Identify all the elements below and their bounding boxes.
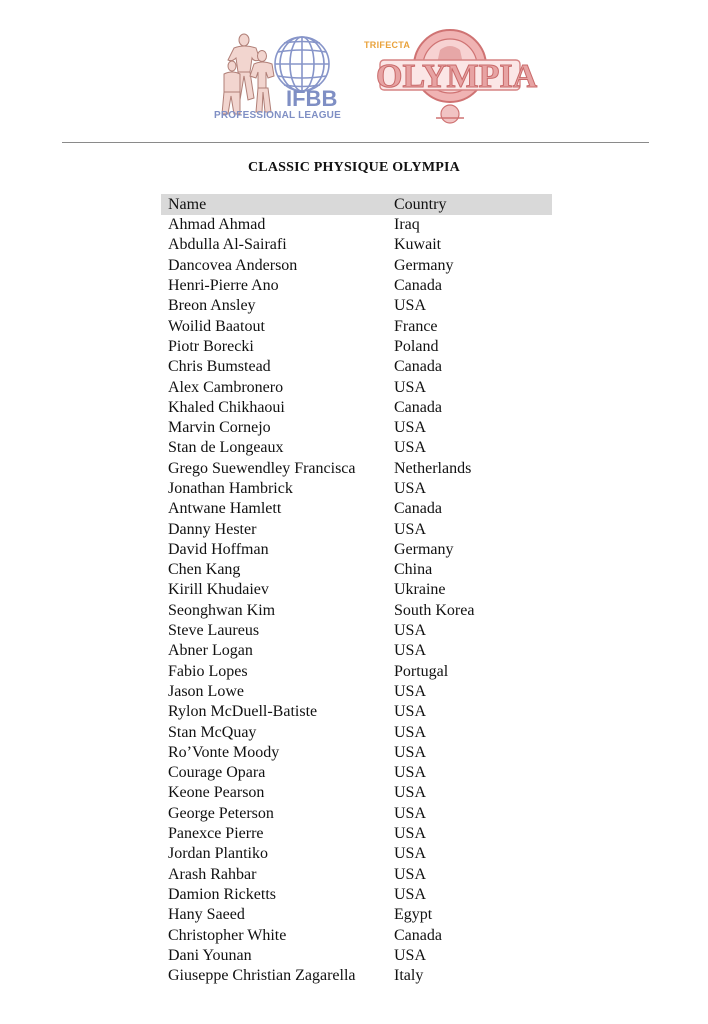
table-row xyxy=(161,763,552,783)
competitor-name: Chen Kang xyxy=(168,561,241,579)
competitor-country: USA xyxy=(394,784,427,802)
competitor-country: USA xyxy=(394,439,427,457)
table-row xyxy=(161,276,552,296)
header-divider xyxy=(62,142,649,143)
table-row xyxy=(161,824,552,844)
competitor-name: Christopher White xyxy=(168,926,287,944)
competitor-name: Abner Logan xyxy=(168,642,253,660)
table-row xyxy=(161,966,552,986)
table-row xyxy=(161,682,552,702)
trifecta-text: TRIFECTA xyxy=(364,40,411,50)
globe-icon xyxy=(275,37,329,91)
competitor-name: Giuseppe Christian Zagarella xyxy=(168,967,356,985)
competitor-country: Germany xyxy=(394,540,454,558)
competitor-name: Chris Bumstead xyxy=(168,358,271,376)
table-row xyxy=(161,479,552,499)
table-row xyxy=(161,519,552,539)
table-row xyxy=(161,580,552,600)
competitor-table xyxy=(161,194,552,986)
competitor-country: Ukraine xyxy=(394,581,446,599)
competitor-country: Kuwait xyxy=(394,236,442,254)
table-row xyxy=(161,398,552,418)
competitor-name: Antwane Hamlett xyxy=(168,500,282,518)
competitor-name: Khaled Chikhaoui xyxy=(168,398,285,416)
competitor-name: Breon Ansley xyxy=(168,297,256,315)
competitor-country: France xyxy=(394,317,438,335)
competitor-country: USA xyxy=(394,520,427,538)
table-header-row xyxy=(161,194,552,215)
competitor-country: USA xyxy=(394,378,427,396)
table-row xyxy=(161,316,552,336)
competitor-name: Rylon McDuell-Batiste xyxy=(168,703,318,721)
competitor-country: USA xyxy=(394,297,427,315)
competitor-name: Ro’Vonte Moody xyxy=(168,743,280,761)
table-row xyxy=(161,702,552,722)
table-row xyxy=(161,946,552,966)
ifbb-logo-subtext: PROFESSIONAL LEAGUE xyxy=(214,110,341,121)
column-header-name: Name xyxy=(161,194,394,215)
competitor-country: USA xyxy=(394,865,427,883)
competitor-country: USA xyxy=(394,804,427,822)
table-row xyxy=(161,621,552,641)
competitor-name: Piotr Borecki xyxy=(168,337,254,355)
competitor-name: Ahmad Ahmad xyxy=(168,216,266,234)
table-row xyxy=(161,459,552,479)
competitor-name: Seonghwan Kim xyxy=(168,601,276,619)
competitor-country: Iraq xyxy=(394,216,420,234)
competitor-name: Dancovea Anderson xyxy=(168,256,298,274)
competitor-name: Stan McQuay xyxy=(168,723,257,741)
competitor-name: Arash Rahbar xyxy=(168,865,257,883)
competitor-name: David Hoffman xyxy=(168,540,269,558)
competitor-country: USA xyxy=(394,825,427,843)
table-row xyxy=(161,905,552,925)
table-row xyxy=(161,337,552,357)
competitor-name: Jonathan Hambrick xyxy=(168,480,293,497)
competitor-name: Abdulla Al-Sairafi xyxy=(168,236,287,254)
table-row xyxy=(161,256,552,276)
competitor-country: South Korea xyxy=(394,601,475,619)
table-row xyxy=(161,722,552,742)
table-row xyxy=(161,357,552,377)
table-row xyxy=(161,215,552,235)
competitor-name: George Peterson xyxy=(168,804,274,822)
competitor-name: Grego Suewendley Francisca xyxy=(168,459,356,477)
competitor-country: China xyxy=(394,561,433,579)
competitor-country: Canada xyxy=(394,358,442,376)
table-row xyxy=(161,865,552,885)
competitor-name: Fabio Lopes xyxy=(168,662,248,680)
table-row xyxy=(161,377,552,397)
table-row xyxy=(161,783,552,803)
competitor-name: Dani Younan xyxy=(168,946,252,964)
competitor-country: USA xyxy=(394,682,427,700)
competitor-name: Panexce Pierre xyxy=(168,825,264,843)
table-row xyxy=(161,601,552,621)
competitor-name: Jordan Plantiko xyxy=(168,845,268,863)
competitor-country: Germany xyxy=(394,256,454,274)
competitor-name: Courage Opara xyxy=(168,764,266,782)
table-row xyxy=(161,235,552,255)
table-row xyxy=(161,925,552,945)
competitor-country: USA xyxy=(394,845,427,863)
competitor-country: USA xyxy=(394,642,427,660)
competitor-name: Henri-Pierre Ano xyxy=(168,277,279,295)
competitor-country: USA xyxy=(394,946,427,964)
table-row xyxy=(161,804,552,824)
competitor-name: Jason Lowe xyxy=(168,682,244,700)
table-row xyxy=(161,743,552,763)
competitor-country: Canada xyxy=(394,500,442,518)
competitor-country: USA xyxy=(394,622,427,640)
competitor-country: USA xyxy=(394,764,427,782)
table-row xyxy=(161,296,552,316)
table-row xyxy=(161,885,552,905)
competitor-country: Netherlands xyxy=(394,459,472,477)
column-header-country: Country xyxy=(394,194,552,215)
competitor-country: USA xyxy=(394,723,427,741)
olympia-logo-text: OLYMPIA xyxy=(376,58,538,95)
competitor-country: Portugal xyxy=(394,662,449,680)
bodybuilder-figures-icon xyxy=(222,34,274,114)
table-row xyxy=(161,418,552,438)
header-logos xyxy=(200,22,540,130)
competitor-name: Damion Ricketts xyxy=(168,885,276,903)
competitor-country: Egypt xyxy=(394,906,433,924)
competitor-name: Woilid Baatout xyxy=(168,317,265,335)
competitor-country: Canada xyxy=(394,398,442,416)
competitor-country: USA xyxy=(394,480,427,497)
competitor-country: USA xyxy=(394,419,427,437)
table-row xyxy=(161,844,552,864)
competitor-country: Italy xyxy=(394,967,424,985)
competitor-name: Danny Hester xyxy=(168,520,257,538)
ifbb-logo-text: IFBB xyxy=(286,86,338,111)
competitor-country: Poland xyxy=(394,337,439,355)
competitor-name: Kirill Khudaiev xyxy=(168,581,269,599)
table-row xyxy=(161,662,552,682)
competitor-name: Marvin Cornejo xyxy=(168,419,271,437)
competitor-country: USA xyxy=(394,743,427,761)
competitor-country: USA xyxy=(394,703,427,721)
competitor-name: Steve Laureus xyxy=(168,622,260,640)
competitor-country: USA xyxy=(394,885,427,903)
competitor-name: Stan de Longeaux xyxy=(168,439,284,457)
competitor-country: Canada xyxy=(394,926,442,944)
table-body xyxy=(161,215,552,986)
competitor-country: Canada xyxy=(394,277,442,295)
table-row xyxy=(161,641,552,661)
competitor-name: Alex Cambronero xyxy=(168,378,284,396)
table-row xyxy=(161,438,552,458)
table-row xyxy=(161,560,552,580)
competitor-name: Keone Pearson xyxy=(168,784,265,802)
competitor-name: Hany Saeed xyxy=(168,906,245,924)
table-row xyxy=(161,540,552,560)
table-row xyxy=(161,499,552,519)
page-title: CLASSIC PHYSIQUE OLYMPIA xyxy=(248,160,460,175)
